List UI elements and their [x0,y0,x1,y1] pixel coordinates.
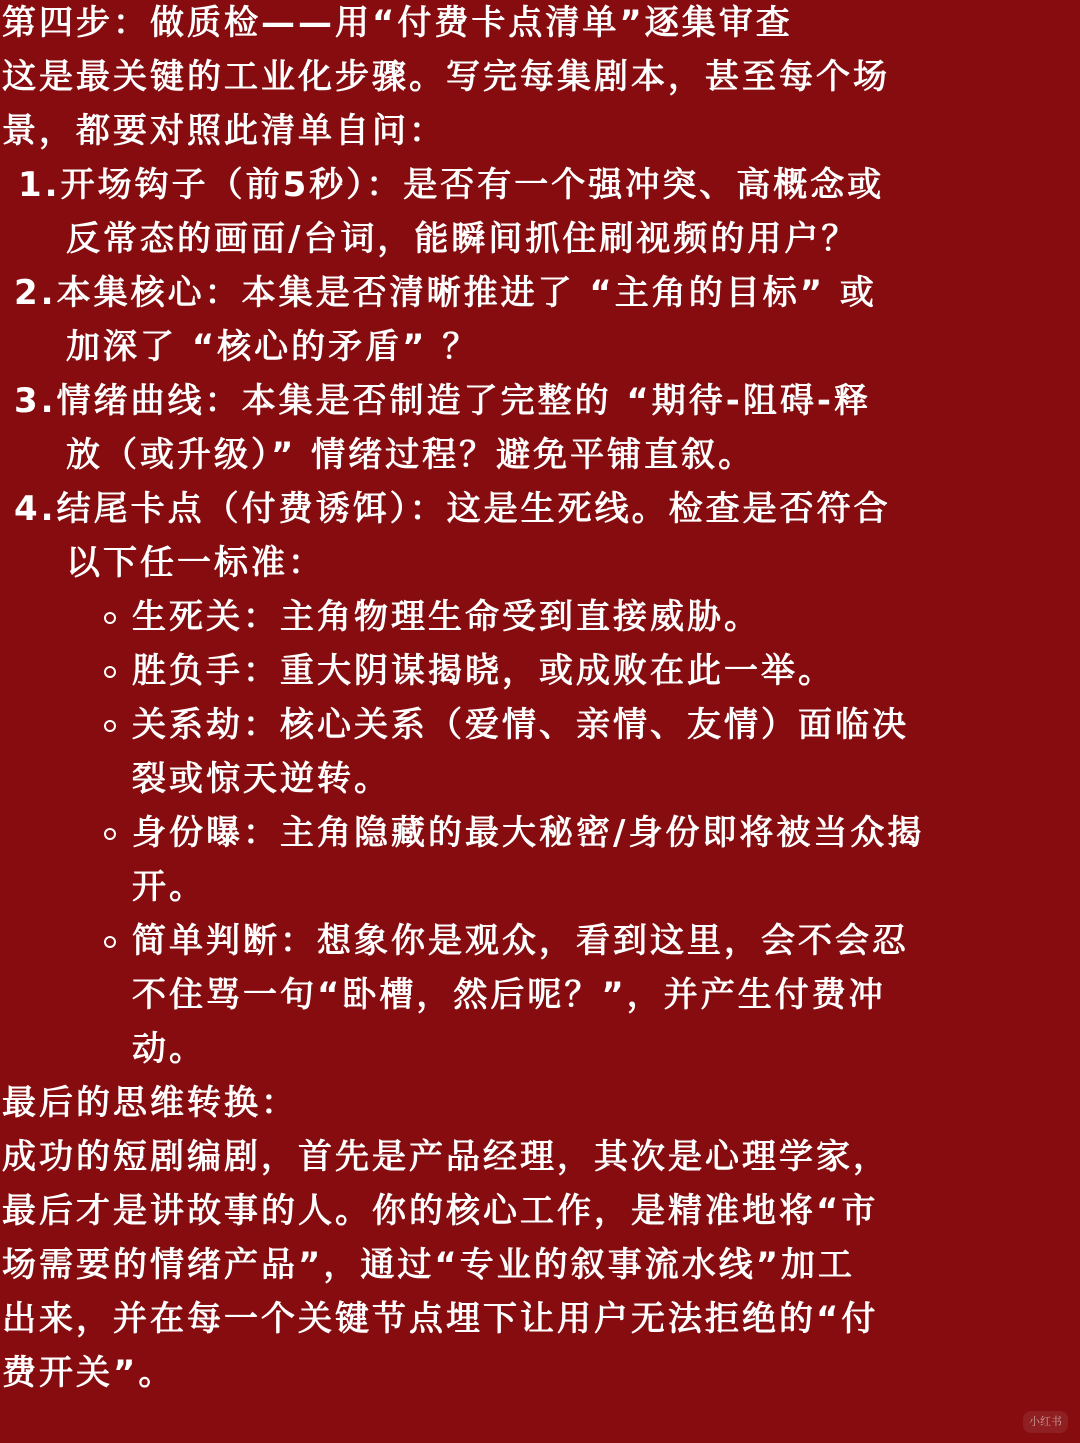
bullet-5-line-1: 简单判断：想象你是观众，看到这里，会不会忍 [132,921,909,961]
bullet-4-line-2: 开。 [132,867,206,907]
bullet-icon [104,828,116,840]
bullet-icon [104,612,116,624]
numbered-item-1-line-2: 反常态的画面/台词，能瞬间抓住刷视频的用户？ [66,219,859,259]
numbered-item-4-line-2: 以下任一标准： [66,543,325,583]
numbered-item-2-line-2: 加深了 “核心的矛盾” ？ [66,327,480,367]
section-heading: 第四步：做质检——用“付费卡点清单”逐集审查 [2,3,793,43]
bullet-2-line-1: 胜负手：重大阴谋揭晓，或成败在此一举。 [132,651,835,691]
bullet-1-line-1: 生死关：主角物理生命受到直接威胁。 [132,597,761,637]
bullet-4-line-1: 身份曝：主角隐藏的最大秘密/身份即将被当众揭 [132,813,925,853]
intro-line-1: 这是最关键的工业化步骤。写完每集剧本，甚至每个场 [2,57,890,97]
bullet-3-line-2: 裂或惊天逆转。 [132,759,391,799]
bullet-3-line-1: 关系劫：核心关系（爱情、亲情、友情）面临决 [132,705,909,745]
conclusion-title: 最后的思维转换： [2,1083,298,1123]
conclusion-line-1: 成功的短剧编剧，首先是产品经理，其次是心理学家， [2,1137,890,1177]
conclusion-line-5: 费开关”。 [2,1353,176,1393]
bullet-5-line-3: 动。 [132,1029,206,1069]
bullet-icon [104,720,116,732]
numbered-item-3-line-1: 3.情绪曲线：本集是否制造了完整的 “期待-阻碍-释 [14,381,871,421]
intro-line-2: 景，都要对照此清单自问： [2,111,446,151]
conclusion-line-3: 场需要的情绪产品”，通过“专业的叙事流水线”加工 [2,1245,856,1285]
conclusion-line-2: 最后才是讲故事的人。你的核心工作，是精准地将“市 [2,1191,879,1231]
bullet-icon [104,666,116,678]
bullet-icon [104,936,116,948]
watermark: 小红书 [1023,1411,1068,1433]
numbered-item-4-line-1: 4.结尾卡点（付费诱饵）：这是生死线。检查是否符合 [14,489,891,529]
numbered-item-3-line-2: 放（或升级）” 情绪过程？避免平铺直叙。 [66,435,756,475]
conclusion-line-4: 出来，并在每一个关键节点埋下让用户无法拒绝的“付 [2,1299,879,1339]
numbered-item-2-line-1: 2.本集核心：本集是否清晰推进了 “主角的目标” 或 [14,273,877,313]
numbered-item-1-line-1: 1.开场钩子（前5秒）：是否有一个强冲突、高概念或 [18,165,885,205]
bullet-5-line-2: 不住骂一句“卧槽，然后呢？”，并产生付费冲 [132,975,886,1015]
